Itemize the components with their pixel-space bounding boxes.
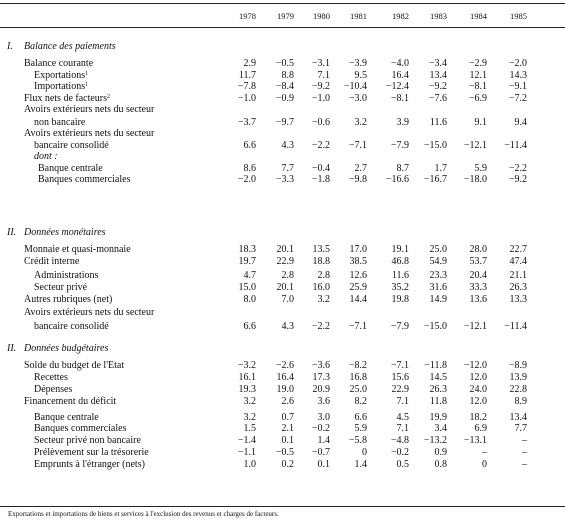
value-cell: −15.0 (423, 321, 447, 332)
value-cell: 0.1 (317, 459, 330, 470)
row-label-text: Emprunts à l'étranger (nets) (34, 459, 145, 470)
top-rule (0, 3, 565, 4)
value-cell: −1.0 (237, 93, 256, 104)
value-cell: −7.9 (390, 140, 409, 151)
value-cell: 24.0 (469, 384, 487, 395)
value-cell: 12.0 (469, 372, 487, 383)
row-label (34, 151, 58, 163)
section-title: Données budgétaires (24, 343, 109, 354)
value-cell: −6.9 (468, 93, 487, 104)
row-label-text: Financement du déficit (24, 396, 117, 407)
value-cell: −11.4 (504, 321, 527, 332)
value-cell: 2.7 (354, 163, 367, 174)
value-cell: 3.6 (317, 396, 330, 407)
value-cell: 11.7 (238, 70, 256, 81)
value-cell: −1.1 (237, 447, 256, 458)
year-header: 1983 (430, 11, 447, 21)
row-label (34, 447, 149, 459)
value-cell: 20.1 (276, 244, 294, 255)
value-cell: −0.4 (311, 163, 330, 174)
value-cell: 7.7 (281, 163, 294, 174)
row-label-text: bancaire consolidé (34, 321, 109, 332)
value-cell: 7.0 (281, 294, 294, 305)
table-row (0, 459, 565, 471)
value-cell: 46.8 (391, 256, 409, 267)
value-cell: −1.4 (237, 435, 256, 446)
row-label-text: Balance courante (24, 58, 94, 69)
value-cell: −7.6 (428, 93, 447, 104)
year-header: 1978 (239, 11, 256, 21)
year-header: 1979 (277, 11, 294, 21)
table-row (0, 396, 565, 408)
value-cell: 13.3 (509, 294, 527, 305)
value-cell: 0.9 (434, 447, 447, 458)
table-row (0, 58, 565, 70)
value-cell: 18.2 (469, 412, 487, 423)
value-cell: −0.2 (311, 423, 330, 434)
value-cell: −9.7 (275, 117, 294, 128)
row-label-text: Banque centrale (38, 163, 103, 174)
row-label (24, 104, 154, 116)
value-cell: 31.6 (429, 282, 447, 293)
section-number: II. (7, 227, 17, 238)
row-label (34, 435, 141, 447)
table-row (0, 81, 565, 93)
value-cell: 0.2 (281, 459, 294, 470)
table-row (0, 360, 565, 372)
value-cell: 25.0 (429, 244, 447, 255)
year-header: 1982 (392, 11, 409, 21)
value-cell: 7.1 (396, 396, 409, 407)
value-cell: −11.4 (504, 140, 527, 151)
value-cell: 2.9 (243, 58, 256, 69)
value-cell: −5.8 (348, 435, 367, 446)
table-row (0, 282, 565, 294)
value-cell: −7.8 (237, 81, 256, 92)
value-cell: 14.4 (349, 294, 367, 305)
value-cell: 13.4 (509, 412, 527, 423)
row-label-text: non bancaire (34, 117, 86, 128)
value-cell: 18.3 (238, 244, 256, 255)
value-cell: 20.4 (469, 270, 487, 281)
section-number: II. (7, 343, 17, 354)
table-row (0, 435, 565, 447)
value-cell: −2.0 (508, 58, 527, 69)
value-cell: −2.0 (237, 174, 256, 185)
value-cell: 1.5 (243, 423, 256, 434)
value-cell: 8.7 (396, 163, 409, 174)
row-label-text: Crédit interne (24, 256, 80, 267)
footnote-marker: 1 (85, 71, 89, 77)
bottom-rule (0, 506, 565, 507)
value-cell: 0.1 (281, 435, 294, 446)
value-cell: −0.5 (275, 447, 294, 458)
value-cell: 16.4 (276, 372, 294, 383)
value-cell: −10.4 (343, 81, 367, 92)
value-cell: −2.6 (275, 360, 294, 371)
value-cell: 2.8 (317, 270, 330, 281)
row-label-text: Avoirs extérieurs nets du secteur (24, 307, 155, 318)
value-cell: 7.1 (396, 423, 409, 434)
value-cell: 11.6 (429, 117, 447, 128)
row-label-text: Importations (34, 81, 86, 92)
value-cell: 3.2 (243, 412, 256, 423)
row-label-text: bancaire consolidé (34, 140, 109, 151)
value-cell: −8.1 (390, 93, 409, 104)
year-header: 1985 (510, 11, 527, 21)
value-cell: −0.2 (390, 447, 409, 458)
value-cell: 15.0 (238, 282, 256, 293)
row-label (34, 270, 98, 282)
row-label-text: Prélèvement sur la trésorerie (34, 447, 149, 458)
section-title: Données monétaires (24, 227, 106, 238)
year-header: 1984 (470, 11, 487, 21)
value-cell: 7.1 (317, 70, 330, 81)
value-cell: −7.2 (508, 93, 527, 104)
row-label-text: Administrations (34, 270, 99, 281)
table-row (0, 307, 565, 319)
value-cell: 3.4 (434, 423, 447, 434)
row-label (34, 459, 145, 471)
value-cell: 2.8 (281, 270, 294, 281)
value-cell: −3.3 (275, 174, 294, 185)
year-header: 1980 (313, 11, 330, 21)
value-cell: 22.9 (391, 384, 409, 395)
row-label (34, 282, 87, 294)
section-title: Balance des paiements (24, 41, 116, 52)
value-cell: 22.7 (509, 244, 527, 255)
table-row (0, 270, 565, 282)
value-cell: −0.5 (275, 58, 294, 69)
value-cell: −2.9 (468, 58, 487, 69)
value-cell: 12.1 (469, 70, 487, 81)
value-cell: −1.0 (311, 93, 330, 104)
value-cell: 16.4 (391, 70, 409, 81)
footnote: Exportations et importations de biens et services à l'exclusion des revenus et charges de facteurs. (8, 510, 279, 518)
value-cell: 9.1 (474, 117, 487, 128)
value-cell: −3.2 (237, 360, 256, 371)
value-cell: 12.0 (469, 396, 487, 407)
value-cell: −9.2 (311, 81, 330, 92)
value-cell: 2.1 (281, 423, 294, 434)
value-cell: 26.3 (509, 282, 527, 293)
value-cell: 5.9 (354, 423, 367, 434)
value-cell: 19.3 (238, 384, 256, 395)
value-cell: 4.5 (396, 412, 409, 423)
value-cell: 9.4 (514, 117, 527, 128)
value-cell: 6.6 (354, 412, 367, 423)
value-cell: −4.0 (390, 58, 409, 69)
row-label (24, 128, 154, 140)
value-cell: −9.2 (428, 81, 447, 92)
row-label-text: Solde du budget de l'Etat (24, 360, 125, 371)
value-cell: −7.9 (390, 321, 409, 332)
table-row (0, 384, 565, 396)
value-cell: 16.0 (312, 282, 330, 293)
value-cell: 19.0 (276, 384, 294, 395)
value-cell: 47.4 (509, 256, 527, 267)
value-cell: −0.9 (275, 93, 294, 104)
value-cell: 53.7 (469, 256, 487, 267)
table-row (0, 128, 565, 140)
value-cell: −9.1 (508, 81, 527, 92)
value-cell: 3.2 (243, 396, 256, 407)
value-cell: 14.3 (509, 70, 527, 81)
value-cell: 6.6 (243, 321, 256, 332)
value-cell: 22.9 (276, 256, 294, 267)
value-cell: 15.6 (391, 372, 409, 383)
value-cell: – (522, 435, 527, 446)
value-cell: 0.7 (281, 412, 294, 423)
value-cell: 7.7 (514, 423, 527, 434)
row-label-text: Banques commerciales (38, 174, 131, 185)
row-label-text: Recettes (34, 372, 68, 383)
value-cell: −8.1 (468, 81, 487, 92)
row-label (34, 384, 72, 396)
value-cell: 19.1 (391, 244, 409, 255)
table-row (0, 244, 565, 256)
value-cell: 16.1 (238, 372, 256, 383)
row-label-text: Flux nets de facteurs (24, 93, 108, 104)
value-cell: 23.3 (429, 270, 447, 281)
value-cell: −3.1 (311, 58, 330, 69)
value-cell: 13.5 (312, 244, 330, 255)
row-label-text: Avoirs extérieurs nets du secteur (24, 104, 155, 115)
row-label (34, 423, 126, 435)
value-cell: −11.8 (424, 360, 447, 371)
value-cell: −12.0 (463, 360, 487, 371)
value-cell: 6.6 (243, 140, 256, 151)
value-cell: −8.2 (348, 360, 367, 371)
value-cell: −2.2 (311, 321, 330, 332)
value-cell: −9.8 (348, 174, 367, 185)
footnote-marker: 2 (107, 94, 111, 100)
table-row (0, 294, 565, 306)
value-cell: 0 (362, 447, 367, 458)
value-cell: 1.4 (354, 459, 367, 470)
table-row (0, 174, 565, 186)
row-label (24, 396, 116, 408)
row-label (24, 360, 124, 372)
row-label (34, 321, 109, 333)
row-label-text: dont : (34, 151, 58, 162)
row-label-text: Exportations (34, 70, 86, 81)
row-label-text: Secteur privé (34, 282, 88, 293)
value-cell: 13.4 (429, 70, 447, 81)
value-cell: −2.2 (508, 163, 527, 174)
value-cell: −1.8 (311, 174, 330, 185)
value-cell: 25.0 (349, 384, 367, 395)
value-cell: 0.8 (434, 459, 447, 470)
value-cell: 14.5 (429, 372, 447, 383)
value-cell: 13.6 (469, 294, 487, 305)
value-cell: −7.1 (348, 321, 367, 332)
row-label-text: Dépenses (34, 384, 73, 395)
value-cell: 25.9 (349, 282, 367, 293)
row-label-text: Monnaie et quasi-monnaie (24, 244, 131, 255)
row-label (24, 294, 112, 306)
value-cell: −7.1 (348, 140, 367, 151)
footnote-marker: 1 (85, 82, 89, 88)
header-rule (0, 27, 565, 28)
value-cell: 4.3 (281, 321, 294, 332)
value-cell: 11.6 (391, 270, 409, 281)
table-row (0, 151, 565, 163)
value-cell: 54.9 (429, 256, 447, 267)
table-row (0, 372, 565, 384)
value-cell: 22.8 (509, 384, 527, 395)
value-cell: −3.4 (428, 58, 447, 69)
value-cell: 20.1 (276, 282, 294, 293)
row-label-text: Secteur privé non bancaire (34, 435, 141, 446)
value-cell: −16.6 (385, 174, 409, 185)
value-cell: 9.5 (354, 70, 367, 81)
value-cell: 17.3 (312, 372, 330, 383)
row-label-text: Avoirs extérieurs nets du secteur (24, 128, 155, 139)
row-label (24, 244, 131, 256)
value-cell: 3.2 (317, 294, 330, 305)
value-cell: 14.9 (429, 294, 447, 305)
value-cell: 35.2 (391, 282, 409, 293)
row-label-text: Banque centrale (34, 412, 99, 423)
row-label (24, 58, 93, 70)
value-cell: 16.8 (349, 372, 367, 383)
value-cell: −12.1 (463, 140, 487, 151)
value-cell: −4.8 (390, 435, 409, 446)
value-cell: −8.9 (508, 360, 527, 371)
row-label (34, 81, 88, 93)
value-cell: −3.7 (237, 117, 256, 128)
value-cell: – (482, 447, 487, 458)
value-cell: −13.1 (463, 435, 487, 446)
value-cell: 17.0 (349, 244, 367, 255)
value-cell: 8.0 (243, 294, 256, 305)
value-cell: −2.2 (311, 140, 330, 151)
value-cell: 38.5 (349, 256, 367, 267)
value-cell: 1.4 (317, 435, 330, 446)
row-label (24, 256, 79, 268)
value-cell: −3.6 (311, 360, 330, 371)
value-cell: −9.2 (508, 174, 527, 185)
value-cell: −0.6 (311, 117, 330, 128)
value-cell: −7.1 (390, 360, 409, 371)
value-cell: 28.0 (469, 244, 487, 255)
value-cell: 18.8 (312, 256, 330, 267)
value-cell: 26.3 (429, 384, 447, 395)
value-cell: 0.5 (396, 459, 409, 470)
value-cell: 1.0 (243, 459, 256, 470)
table-row (0, 447, 565, 459)
value-cell: 4.7 (243, 270, 256, 281)
value-cell: 3.2 (354, 117, 367, 128)
value-cell: −18.0 (463, 174, 487, 185)
value-cell: 13.9 (509, 372, 527, 383)
value-cell: 21.1 (509, 270, 527, 281)
value-cell: 8.8 (281, 70, 294, 81)
section-number: I. (7, 41, 13, 52)
value-cell: 8.2 (354, 396, 367, 407)
value-cell: 11.8 (429, 396, 447, 407)
value-cell: 19.7 (238, 256, 256, 267)
table-row (0, 423, 565, 435)
value-cell: – (522, 447, 527, 458)
value-cell: 3.0 (317, 412, 330, 423)
row-label-text: Banques commerciales (34, 423, 127, 434)
value-cell: 5.9 (474, 163, 487, 174)
table-row (0, 104, 565, 116)
year-header: 1981 (350, 11, 367, 21)
value-cell: −12.4 (385, 81, 409, 92)
value-cell: 8.9 (514, 396, 527, 407)
value-cell: −3.9 (348, 58, 367, 69)
value-cell: 19.8 (391, 294, 409, 305)
value-cell: 2.6 (281, 396, 294, 407)
row-label (34, 372, 68, 384)
value-cell: −12.1 (463, 321, 487, 332)
value-cell: 19.9 (429, 412, 447, 423)
value-cell: −8.4 (275, 81, 294, 92)
value-cell: −13.2 (423, 435, 447, 446)
value-cell: 12.6 (349, 270, 367, 281)
value-cell: 6.9 (474, 423, 487, 434)
value-cell: 33.3 (469, 282, 487, 293)
value-cell: −15.0 (423, 140, 447, 151)
value-cell: 4.3 (281, 140, 294, 151)
row-label (38, 174, 130, 186)
value-cell: 8.6 (243, 163, 256, 174)
value-cell: −3.0 (348, 93, 367, 104)
value-cell: −0.7 (311, 447, 330, 458)
value-cell: −16.7 (423, 174, 447, 185)
table-row (0, 256, 565, 268)
row-label-text: Autres rubriques (net) (24, 294, 113, 305)
value-cell: 3.9 (396, 117, 409, 128)
row-label (24, 307, 154, 319)
value-cell: 20.9 (312, 384, 330, 395)
value-cell: – (522, 459, 527, 470)
table-row (0, 321, 565, 333)
year-header-row (0, 10, 565, 22)
value-cell: 0 (482, 459, 487, 470)
value-cell: 1.7 (434, 163, 447, 174)
